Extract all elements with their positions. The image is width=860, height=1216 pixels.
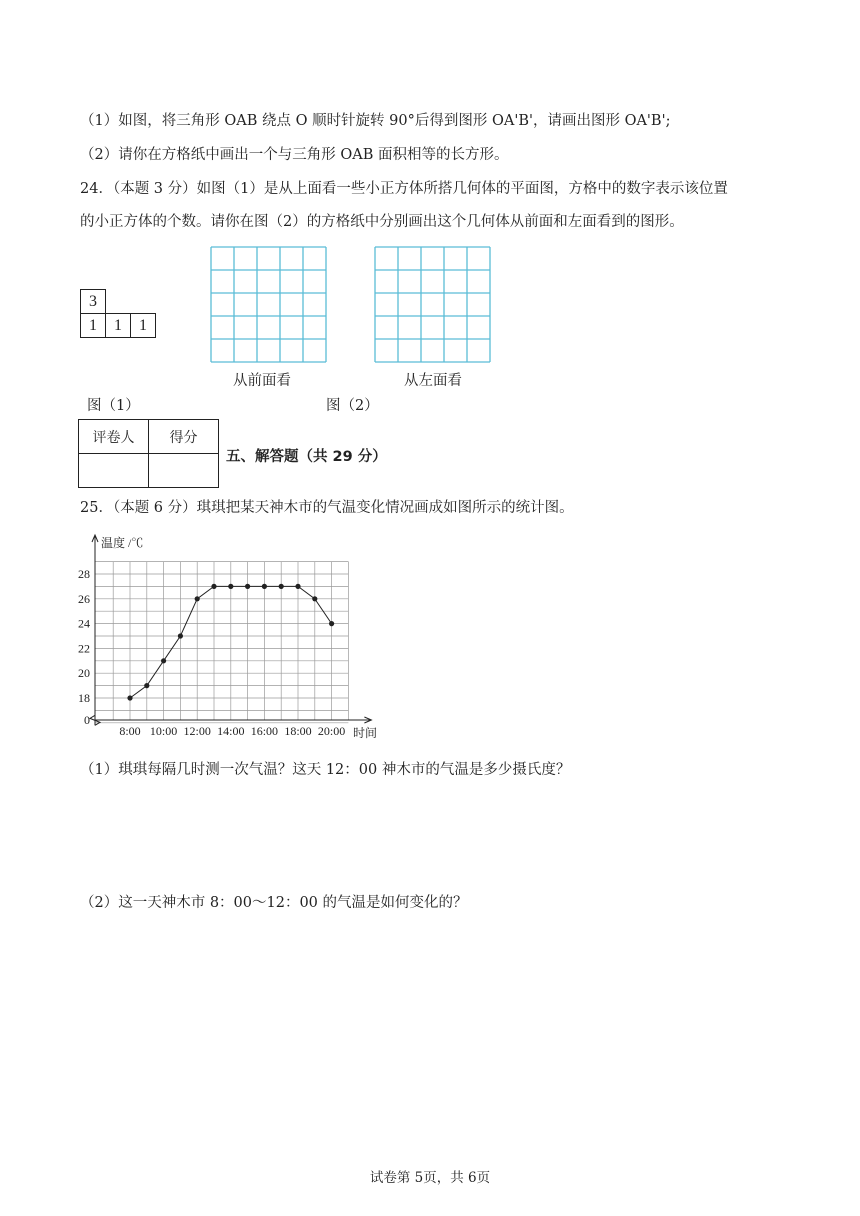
data-point: [295, 584, 300, 589]
y-tick-label: 28: [78, 567, 90, 581]
data-point: [127, 695, 132, 700]
score-table: [78, 419, 219, 488]
grader-header: 评卷人: [79, 420, 149, 454]
q25-part1: （1）琪琪每隔几时测一次气温？这天 12：00 神木市的气温是多少摄氏度？: [80, 762, 571, 778]
x-tick-label: 14:00: [217, 724, 245, 738]
data-point: [279, 584, 284, 589]
y-tick-label: 26: [78, 591, 90, 606]
q23-part2: （2）请你在方格纸中画出一个与三角形 OAB 面积相等的长方形。: [80, 147, 509, 163]
top-view-cell: 1: [105, 313, 131, 338]
front-view-label: 从前面看: [233, 373, 291, 389]
x-tick-label: 18:00: [284, 724, 312, 738]
left-view-label: 从左面看: [404, 373, 462, 389]
section-title: 五、解答题（共 29 分）: [226, 449, 387, 465]
y-tick-label: 18: [78, 691, 90, 705]
score-header: 得分: [149, 420, 219, 454]
top-view-cell: 1: [80, 313, 106, 338]
data-point: [262, 584, 267, 589]
x-tick-label: 10:00: [149, 724, 178, 738]
figure-1-label: 图（1）: [87, 398, 140, 414]
data-point: [245, 584, 250, 589]
y-tick-label: 0: [84, 713, 90, 727]
data-point: [329, 621, 334, 626]
data-point: [211, 584, 216, 589]
x-axis-label: 时间: [353, 726, 378, 740]
top-view-cell: 1: [130, 313, 156, 338]
y-tick-label: 22: [78, 641, 90, 656]
data-point: [178, 633, 183, 638]
x-tick-label: 20:00: [317, 724, 346, 738]
data-point: [195, 596, 200, 601]
x-tick-label: 16:00: [250, 724, 279, 738]
y-tick-label: 20: [78, 666, 90, 681]
y-tick-label: 24: [78, 616, 90, 631]
q25-intro: 25．（本题 6 分）琪琪把某天神木市的气温变化情况画成如图所示的统计图。: [80, 500, 574, 516]
top-view-cell: 3: [80, 289, 106, 314]
q24-line1: 24．（本题 3 分）如图（1）是从上面看一些小正方体所搭几何体的平面图，方格中的数字表示该位置: [80, 181, 728, 197]
x-tick-label: 12:00: [183, 724, 211, 738]
score-cell[interactable]: [149, 454, 219, 488]
q25-part2: （2）这一天神木市 8：00～12：00 的气温是如何变化的？: [80, 895, 468, 911]
front-view-grid[interactable]: [210, 246, 330, 366]
figure-2-label: 图（2）: [326, 398, 379, 414]
temperature-chart: [70, 530, 390, 745]
data-point: [312, 596, 317, 601]
grader-cell[interactable]: [79, 454, 149, 488]
q23-part1: （1）如图，将三角形 OAB 绕点 O 顺时针旋转 90°后得到图形 OA'B'，请画出图形 OA'B';: [80, 113, 671, 129]
y-axis-label: 温度 /℃: [101, 536, 144, 550]
x-tick-label: 8:00: [119, 724, 141, 738]
page-footer: 试卷第 5页，共 6页: [369, 1170, 491, 1186]
left-view-grid[interactable]: [374, 246, 494, 366]
q24-line2: 的小正方体的个数。请你在图（2）的方格纸中分别画出这个几何体从前面和左面看到的图形。: [80, 214, 684, 230]
data-point: [161, 658, 166, 663]
data-point: [144, 683, 149, 688]
data-point: [228, 584, 233, 589]
